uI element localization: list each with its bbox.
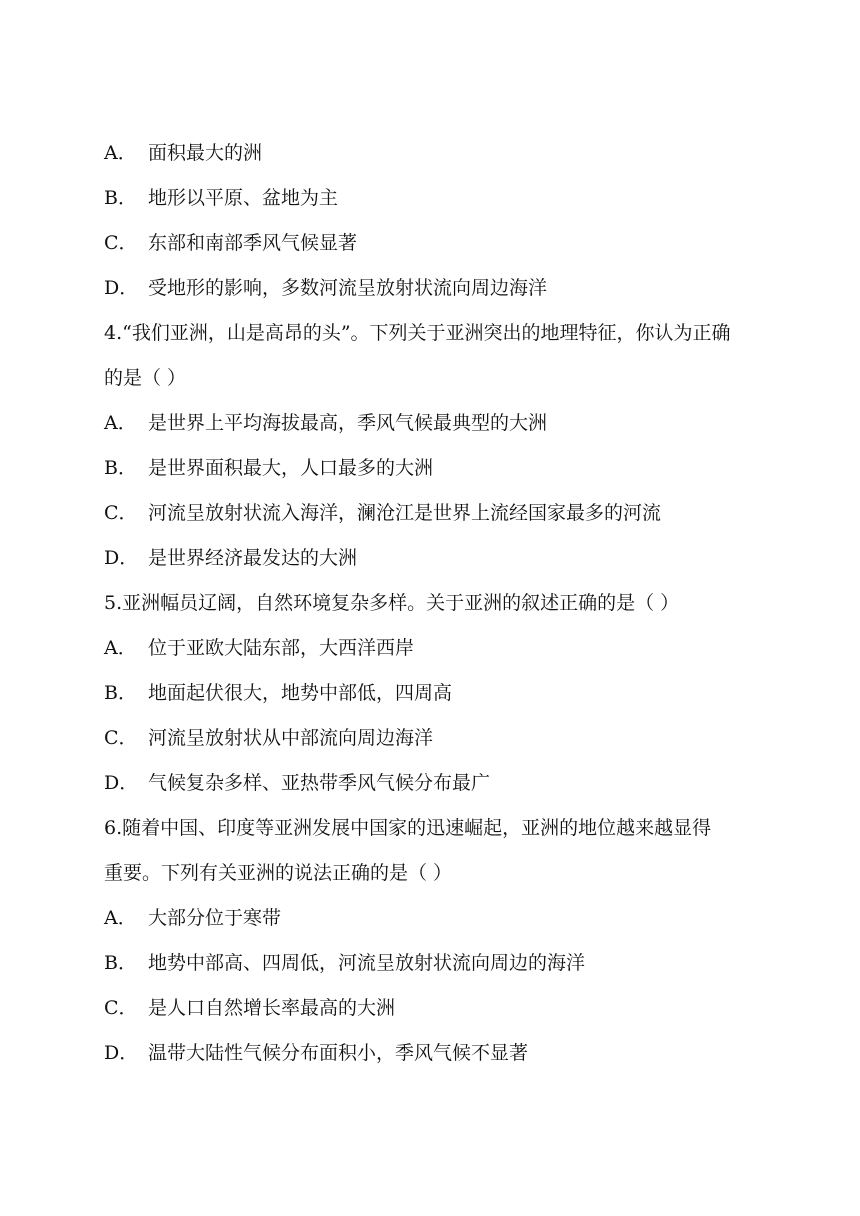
q5-option-a — [104, 635, 414, 661]
option-text: 是人口自然增长率最高的大洲 — [148, 997, 396, 1019]
q3-option-d — [104, 275, 547, 301]
option-text: 面积最大的洲 — [148, 142, 263, 164]
q6-option-a — [104, 905, 281, 931]
option-text: 受地形的影响，多数河流呈放射状流向周边海洋 — [148, 277, 548, 299]
option-text: 地势中部高、四周低，河流呈放射状流向周边的海洋 — [148, 952, 586, 974]
option-letter: B． — [104, 457, 137, 479]
option-letter: C． — [104, 997, 138, 1019]
option-text: 地面起伏很大，地势中部低，四周高 — [148, 682, 453, 704]
q5-option-c — [104, 725, 433, 751]
q4-option-d — [104, 545, 357, 571]
option-text: 河流呈放射状流入海洋，澜沧江是世界上流经国家最多的河流 — [148, 502, 662, 524]
option-text: 温带大陆性气候分布面积小，季风气候不显著 — [148, 1042, 529, 1064]
q4-stem-line1: 4.“我们亚洲，山是高昂的头”。下列关于亚洲突出的地理特征，你认为正确 — [104, 322, 731, 344]
q5-option-d — [104, 770, 490, 796]
option-text: 大部分位于寒带 — [148, 907, 282, 929]
q6-option-b — [104, 950, 585, 976]
option-text: 是世界上平均海拔最高，季风气候最典型的大洲 — [148, 412, 548, 434]
option-letter: C． — [104, 232, 138, 254]
q5-stem-line1: 5.亚洲幅员辽阔，自然环境复杂多样。关于亚洲的叙述正确的是（ ） — [104, 592, 680, 614]
option-letter: B． — [104, 952, 137, 974]
option-letter: A． — [104, 412, 137, 434]
option-text: 东部和南部季风气候显著 — [148, 232, 358, 254]
option-letter: A． — [104, 907, 137, 929]
q6-option-d — [104, 1040, 528, 1066]
option-letter: D． — [104, 547, 139, 569]
option-letter: B． — [104, 682, 137, 704]
q6-stem-line2: 重要。下列有关亚洲的说法正确的是（ ） — [104, 862, 453, 884]
option-text: 地形以平原、盆地为主 — [148, 187, 339, 209]
option-text: 是世界经济最发达的大洲 — [148, 547, 358, 569]
option-letter: C． — [104, 727, 138, 749]
option-letter: C． — [104, 502, 138, 524]
q4-stem-line2: 的是（ ） — [104, 367, 187, 389]
q4-option-c — [104, 500, 661, 526]
q6-option-c — [104, 995, 395, 1021]
option-letter: D． — [104, 772, 139, 794]
option-letter: B． — [104, 187, 137, 209]
q4-option-a — [104, 410, 547, 436]
option-text: 河流呈放射状从中部流向周边海洋 — [148, 727, 434, 749]
option-letter: D． — [104, 1042, 139, 1064]
q4-option-b — [104, 455, 433, 481]
q5-option-b — [104, 680, 452, 706]
option-text: 气候复杂多样、亚热带季风气候分布最广 — [148, 772, 491, 794]
option-letter: A． — [104, 637, 137, 659]
q3-option-c — [104, 230, 357, 256]
q3-option-b — [104, 185, 338, 211]
option-text: 位于亚欧大陆东部，大西洋西岸 — [148, 637, 415, 659]
q6-stem-line1: 6.随着中国、印度等亚洲发展中国家的迅速崛起，亚洲的地位越来越显得 — [104, 817, 712, 839]
option-letter: D． — [104, 277, 139, 299]
option-text: 是世界面积最大，人口最多的大洲 — [148, 457, 434, 479]
option-letter: A． — [104, 142, 137, 164]
q3-option-a — [104, 140, 262, 166]
